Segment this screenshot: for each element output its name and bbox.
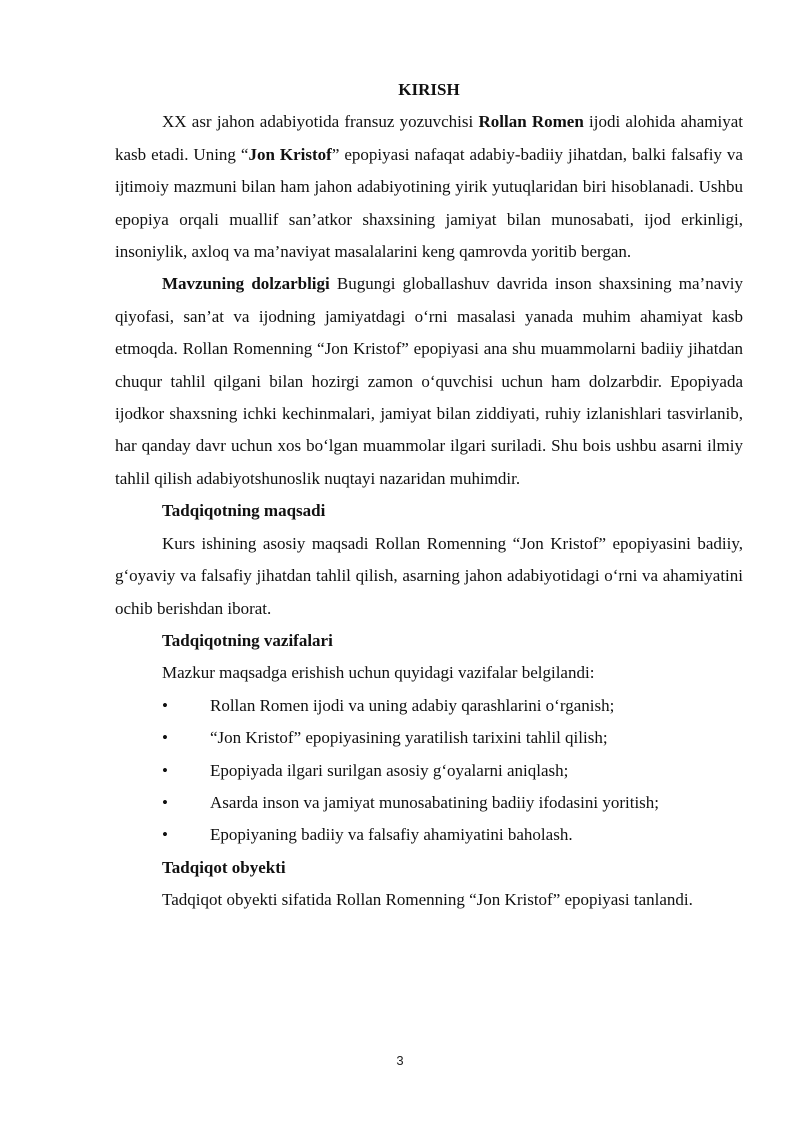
relevance-paragraph <box>115 268 743 495</box>
goal-heading: Tadqiqotning maqsadi <box>162 501 326 521</box>
list-item-text: “Jon Kristof” epopiyasining yaratilish tarixini tahlil qilish; <box>210 728 608 748</box>
intro-text-2: ijodi alohida ahamiyat kasb etadi. Uning “ <box>115 112 743 164</box>
list-item-text: Asarda inson va jamiyat munosabatining badiiy ifodasini yoritish; <box>210 792 660 812</box>
list-item-text: Rollan Romen ijodi va uning adabiy qarashlarini o‘rganish; <box>210 695 615 715</box>
bullet-icon: • <box>162 825 168 845</box>
tasks-heading: Tadqiqotning vazifalari <box>162 630 333 650</box>
relevance-label: Mavzuning dolzarbligi <box>162 274 330 294</box>
list-item-text: Epopiyaning badiiy va falsafiy ahamiyatini baholash. <box>210 825 573 845</box>
list-item <box>115 819 743 851</box>
intro-text-1: XX asr jahon adabiyotida fransuz yozuvchisi <box>162 112 479 132</box>
page-number: 3 <box>396 1053 404 1068</box>
object-paragraph: Tadqiqot obyekti sifatida Rollan Romenning “Jon Kristof” epopiyasi tanlandi. <box>162 890 693 910</box>
author-name: Rollan Romen <box>478 112 584 132</box>
intro-paragraph <box>115 106 743 268</box>
bullet-icon: • <box>162 695 168 715</box>
tasks-intro: Mazkur maqsadga erishish uchun quyidagi vazifalar belgilandi: <box>162 663 595 683</box>
page-title: KIRISH <box>398 80 460 99</box>
object-heading: Tadqiqot obyekti <box>162 857 286 877</box>
tasks-list <box>115 690 743 852</box>
goal-paragraph: Kurs ishining asosiy maqsadi Rollan Romenning “Jon Kristof” epopiyasini badiiy, g‘oyaviy va falsafiy jihatdan tahlil qilish, asarning jahon adabiyotidagi o‘rni va ahamiyatini ochib berishdan iborat. <box>115 533 743 618</box>
relevance-text: Bugungi globallashuv davrida inson shaxsining ma’naviy qiyofasi, san’at va ijodning jamiyatdagi o‘rni masalasi yanada muhim ahamiyat kasb etmoqda. Rollan Romenning “Jon Kristof” epopiyasi ana shu muammolarni badiiy jihatdan chuqur tahlil qilgani bilan hozirgi zamon o‘quvchisi uchun ham dolzarbdir. Epopiyada ijodkor shaxsning ichki kechinmalari, jamiyat bilan ziddiyati, ruhiy izlanishlari tasvirlanib, har qanday davr uchun xos bo‘lgan muammolar ilgari suriladi. Shu bois ushbu asarni ilmiy tahlil qilish adabiyotshunoslik nuqtayi nazaridan muhimdir. <box>115 274 743 488</box>
work-title: Jon Kristof <box>248 144 332 164</box>
list-item <box>115 722 743 754</box>
list-item <box>115 787 743 819</box>
list-item <box>115 690 743 722</box>
list-item-text: Epopiyada ilgari surilgan asosiy g‘oyalarni aniqlash; <box>210 760 569 780</box>
bullet-icon: • <box>162 728 168 748</box>
bullet-icon: • <box>162 760 168 780</box>
intro-text-3: ” epopiyasi nafaqat adabiy-badiiy jihatdan, balki falsafiy va ijtimoiy mazmuni bilan ham jahon adabiyotining yirik yutuqlaridan biri hisoblanadi. Ushbu epopiya orqali muallif san’atkor shaxsining jamiyat bilan munosabati, ijod erkinligi, insoniylik, axloq va ma’naviyat masalalarini keng qamrovda yoritib bergan. <box>115 144 743 262</box>
list-item <box>115 755 743 787</box>
bullet-icon: • <box>162 792 168 812</box>
page-content <box>115 74 743 917</box>
